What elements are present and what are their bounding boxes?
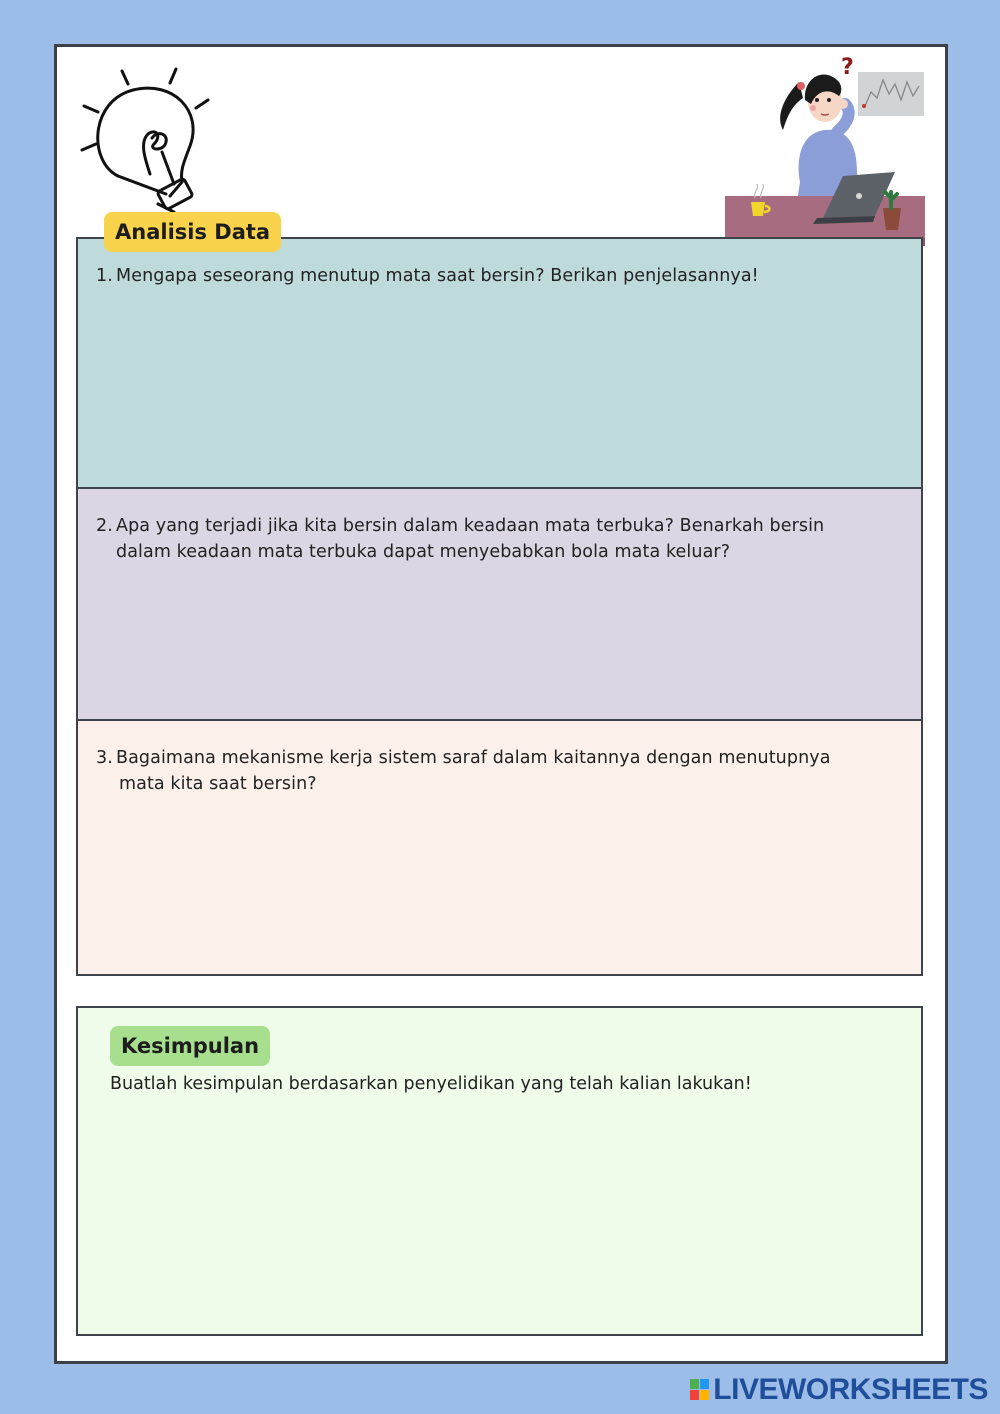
conclusion-title-badge: Kesimpulan — [110, 1026, 270, 1066]
question-1-text: 1. Mengapa seseorang menutup mata saat bersin? Berikan penjelasannya! — [96, 266, 759, 286]
conclusion-answer-area[interactable] — [76, 1006, 923, 1336]
liveworksheets-logo-icon — [689, 1377, 711, 1403]
liveworksheets-logo — [689, 1372, 988, 1408]
question-2-text: 2. Apa yang terjadi jika kita bersin dalam keadaan mata terbuka? Benarkah bersin dalam keadaan mata terbuka dapat menyebabkan bola mata keluar? — [96, 516, 825, 562]
question-mark: ? — [841, 55, 854, 80]
question-3-text: 3. Bagaimana mekanisme kerja sistem saraf dalam kaitannya dengan menutupnya mata kita saat bersin? — [96, 748, 831, 794]
student-laptop-illustration — [725, 52, 925, 252]
question-1-answer-area[interactable] — [78, 239, 921, 489]
question-3-answer-area[interactable] — [78, 721, 921, 974]
analysis-title-badge: Analisis Data — [104, 212, 281, 252]
brand-name: LIVEWORKSHEETS — [713, 1373, 988, 1406]
lightbulb-icon — [78, 66, 218, 216]
analysis-section — [76, 237, 923, 976]
question-2-answer-area[interactable] — [78, 489, 921, 721]
conclusion-prompt: Buatlah kesimpulan berdasarkan penyelidikan yang telah kalian lakukan! — [110, 1074, 752, 1094]
